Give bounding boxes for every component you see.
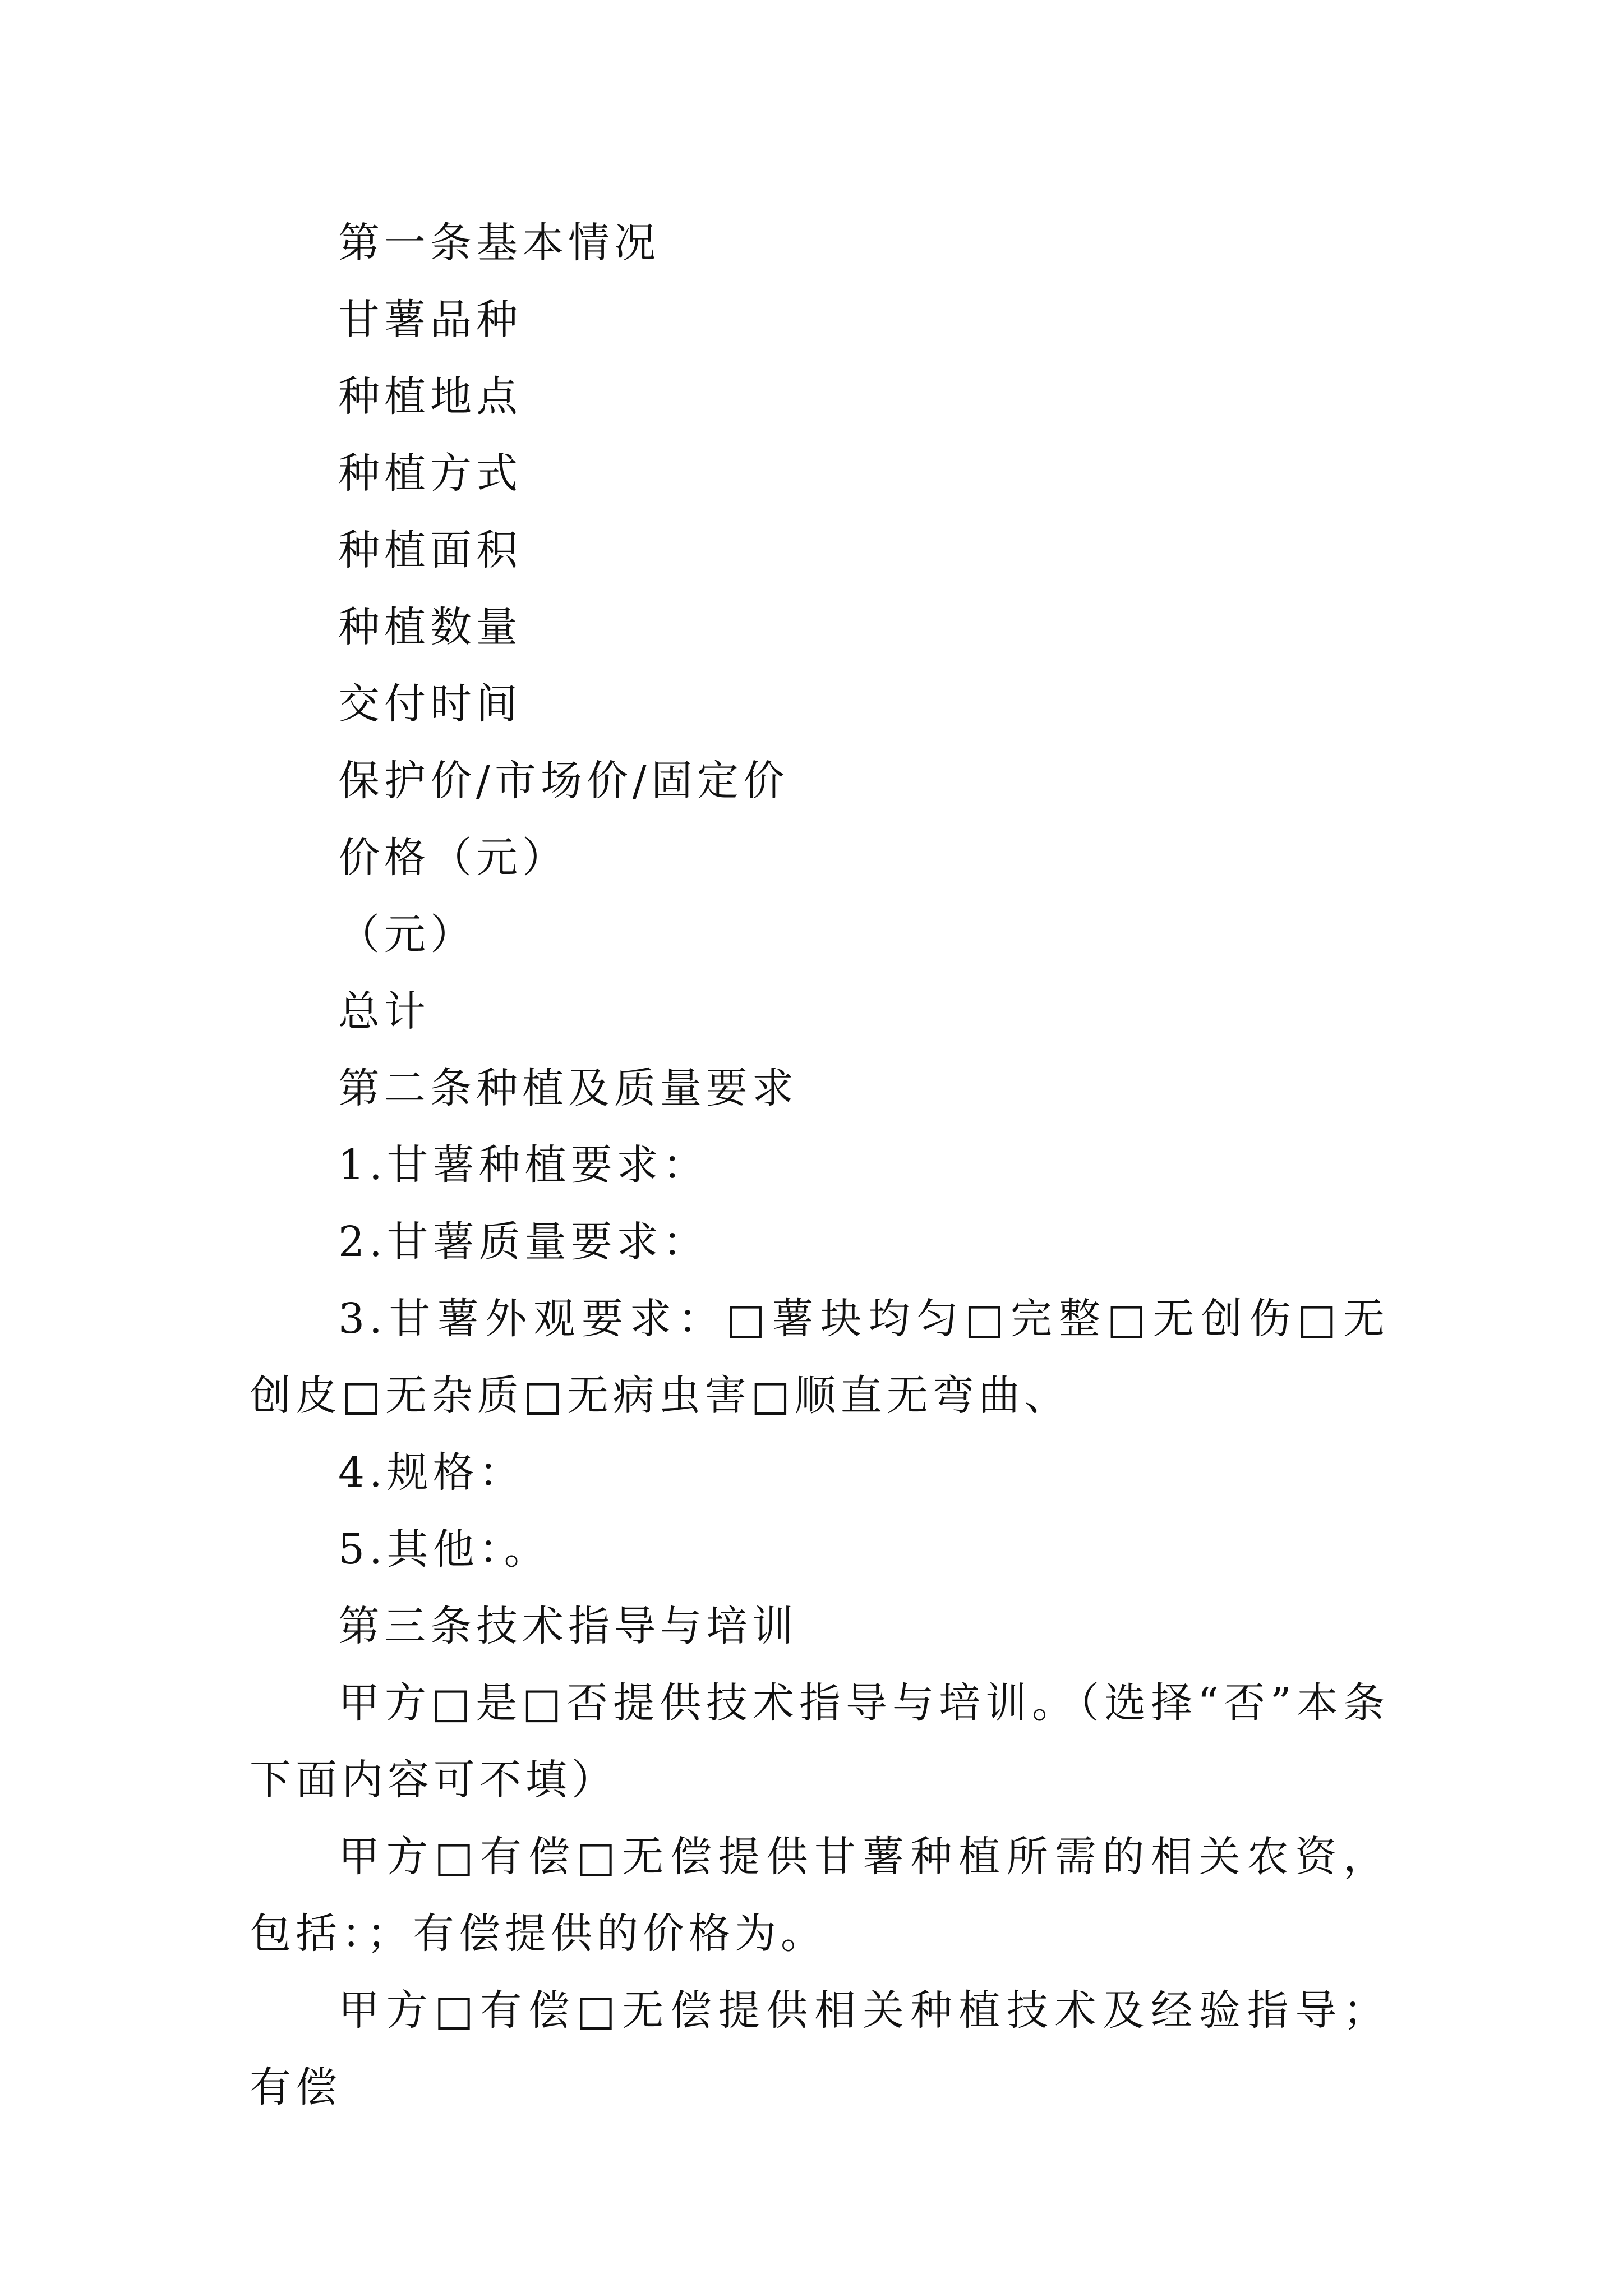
section-3-heading: 第三条技术指导与培训 bbox=[338, 1602, 798, 1650]
field-price-type: 保护价/市场价/固定价 bbox=[338, 757, 789, 805]
appearance-requirements: 3.甘薯外观要求：□薯块均匀□完整□无创伤□无创皮□无杂质□无病虫害□顺直无弯曲、 bbox=[250, 1295, 1389, 1420]
field-planting-quantity: 种植数量 bbox=[338, 603, 522, 651]
planting-guidance-paragraph: 甲方□有偿□无偿提供相关种植技术及经验指导；有偿 bbox=[250, 1986, 1389, 2111]
section-1-heading: 第一条基本情况 bbox=[338, 219, 660, 267]
field-delivery-time: 交付时间 bbox=[338, 680, 522, 728]
planting-requirements: 1.甘薯种植要求： bbox=[338, 1141, 709, 1189]
section-2-heading: 第二条种植及质量要求 bbox=[338, 1064, 798, 1112]
field-planting-location: 种植地点 bbox=[338, 372, 522, 421]
field-planting-area: 种植面积 bbox=[338, 526, 522, 574]
field-price: 价格（元） bbox=[338, 834, 568, 882]
technical-guidance-option: 甲方□是□否提供技术指导与培训。（选择“否”本条下面内容可不填） bbox=[250, 1679, 1389, 1804]
field-total: 总计 bbox=[338, 987, 430, 1036]
specifications: 4.规格： bbox=[338, 1448, 525, 1497]
field-planting-method: 种植方式 bbox=[338, 449, 522, 498]
quality-requirements: 2.甘薯质量要求： bbox=[338, 1218, 709, 1266]
other-requirements: 5.其他：。 bbox=[338, 1525, 550, 1573]
document-body bbox=[250, 205, 1389, 2126]
field-amount: （元） bbox=[338, 910, 476, 959]
field-sweet-potato-variety: 甘薯品种 bbox=[338, 296, 522, 344]
agricultural-supplies-paragraph: 甲方□有偿□无偿提供甘薯种植所需的相关农资，包括：；有偿提供的价格为。 bbox=[250, 1833, 1389, 1958]
